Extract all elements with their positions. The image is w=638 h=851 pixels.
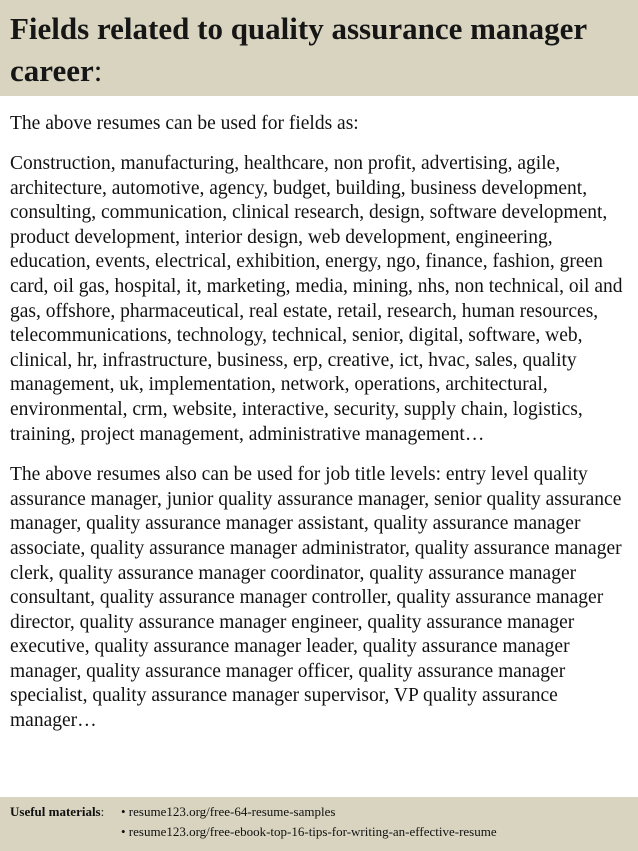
page-title xyxy=(10,8,628,92)
page-title-colon: : xyxy=(93,53,103,88)
intro-text: The above resumes can be used for fields as: xyxy=(10,113,359,134)
job-title-levels: The above resumes also can be used for job title levels: entry level quality assurance manager, junior quality assurance manager, senior quality assurance manager, quality assurance manager assistant, quality assurance manager associate, quality assurance manager administrator, quality assurance manager clerk, quality assurance manager coordinator, quality assurance manager consultant, quality assurance manager controller, quality assurance manager director, quality assurance manager engineer, quality assurance manager executive, quality assurance manager leader, quality assurance manager manager, quality assurance manager officer, quality assurance manager specialist, quality assurance manager supervisor, VP quality assurance manager… xyxy=(10,464,622,732)
footer-row-2 xyxy=(10,822,628,842)
footer-link-ebook[interactable]: • resume123.org/free-ebook-top-16-tips-for-writing-an-effective-resume xyxy=(121,824,497,839)
footer-row-1 xyxy=(10,802,628,822)
footer-label-spacer xyxy=(10,822,121,842)
footer-link-resume-samples[interactable]: • resume123.org/free-64-resume-samples xyxy=(121,804,336,819)
fields-list: Construction, manufacturing, healthcare, non profit, advertising, agile, architecture, automotive, agency, budget, building, business development, consulting, communication, clinical research, design, software development, product development, interior design, web development, engineering, education, events, electrical, exhibition, energy, ngo, finance, fashion, green card, oil gas, hospital, it, marketing, media, mining, nhs, non technical, oil and gas, offshore, pharmaceutical, real estate, retail, research, human resources, telecommunications, technology, technical, senior, digital, software, web, clinical, hr, infrastructure, business, erp, creative, ict, hvac, sales, quality management, uk, implementation, network, operations, architectural, environmental, crm, website, interactive, security, supply chain, logistics, training, project management, administrative management… xyxy=(10,153,623,445)
useful-materials-label: Useful materials: xyxy=(10,804,105,819)
footer-band xyxy=(0,797,638,851)
content-body xyxy=(10,111,632,734)
page-title-main: Fields related to quality assurance manager career xyxy=(10,11,587,88)
title-band xyxy=(0,0,638,96)
